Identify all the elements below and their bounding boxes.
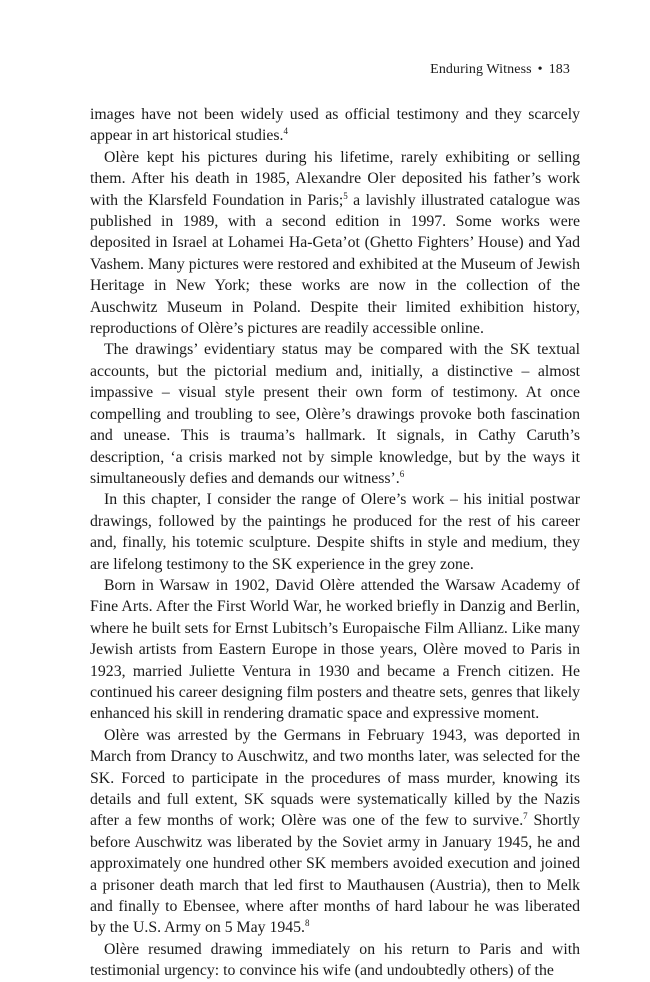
footnote-ref-7: 7	[523, 811, 528, 822]
body-text	[90, 104, 580, 982]
running-head	[430, 62, 570, 78]
paragraph-2: Olère kept his pictures during his lifetime, rarely exhibiting or selling them. After his death in 1985, Alexandre Oler deposited his father’s work with the Klarsfeld Foundation in Paris;$^5$ a lavishly illustrated catalogue was published in 1989, with a second edition in 1997. Some works were deposited in Israel at Lohamei Ha-Geta’ot (Ghetto Fighters’ House) and Yad Vashem. Many pictures were restored and exhibited at the Museum of Jewish Heritage in New York; these works are now in the collection of the Auschwitz Museum in Poland. Despite their limited exhibition history, reproductions of Olère’s pictures are readily accessible online.	[90, 148, 580, 338]
paragraph-5: Born in Warsaw in 1902, David Olère attended the Warsaw Academy of Fine Arts. After the First World War, he worked briefly in Danzig and Berlin, where he built sets for Ernst Lubitsch’s Europaische Film Allianz. Like many Jewish artists from Eastern Europe in those years, Olère moved to Paris in 1923, married Juliette Ventura in 1930 and became a French citizen. He continued his career designing film posters and theatre sets, genres that likely enhanced his skill in rendering dramatic space and expressive moment.	[90, 576, 580, 723]
paragraph-7: Olère resumed drawing immediately on his return to Paris and with testimonial urgency: to convince his wife (and undoubtedly others) of the	[90, 940, 580, 980]
running-title: Enduring Witness	[430, 62, 532, 77]
paragraph-6: Olère was arrested by the Germans in February 1943, was deported in March from Drancy to Auschwitz, and two months later, was selected for the SK. Forced to participate in the procedures of mass murder, knowing its details and full extent, SK squads were systematically killed by the Nazis after a few months of work; Olère was one of the few to survive.$^7$ Shortly before Auschwitz was liberated by the Soviet army in January 1945, he and approximately one hundred other SK members avoided execution and joined a prisoner death march that led first to Mauthausen (Austria), then to Melk and finally to Ebensee, where after months of hard labour he was liberated by the U.S. Army on 5 May 1945.$^8$	[90, 726, 580, 937]
page-number: 183	[548, 62, 570, 77]
footnote-ref-4: 4	[283, 126, 288, 137]
paragraph-4: In this chapter, I consider the range of Olere’s work – his initial postwar drawings, followed by the paintings he produced for the rest of his career and, finally, his totemic sculpture. Despite shifts in style and medium, they are lifelong testimony to the SK experience in the grey zone.	[90, 491, 580, 573]
footnote-ref-6: 6	[399, 468, 405, 479]
paragraph-1: images have not been widely used as official testimony and they scarcely appear in art historical studies.$^4$	[90, 106, 580, 145]
footnote-ref-8: 8	[305, 918, 310, 929]
header-separator: •	[537, 62, 543, 77]
paragraph-3: The drawings’ evidentiary status may be compared with the SK textual accounts, but the pictorial medium and, initially, a distinctive – almost impassive – visual style present their own form of testimony. At once compelling and troubling to see, Olère’s drawings provoke both fascination and unease. This is trauma’s hallmark. It signals, in Cathy Caruth’s description, ‘a crisis marked not by simple knowledge, but by the ways it simultaneously defies and demands our witness’.$^6$	[90, 341, 580, 487]
footnote-ref-5: 5	[343, 190, 348, 201]
